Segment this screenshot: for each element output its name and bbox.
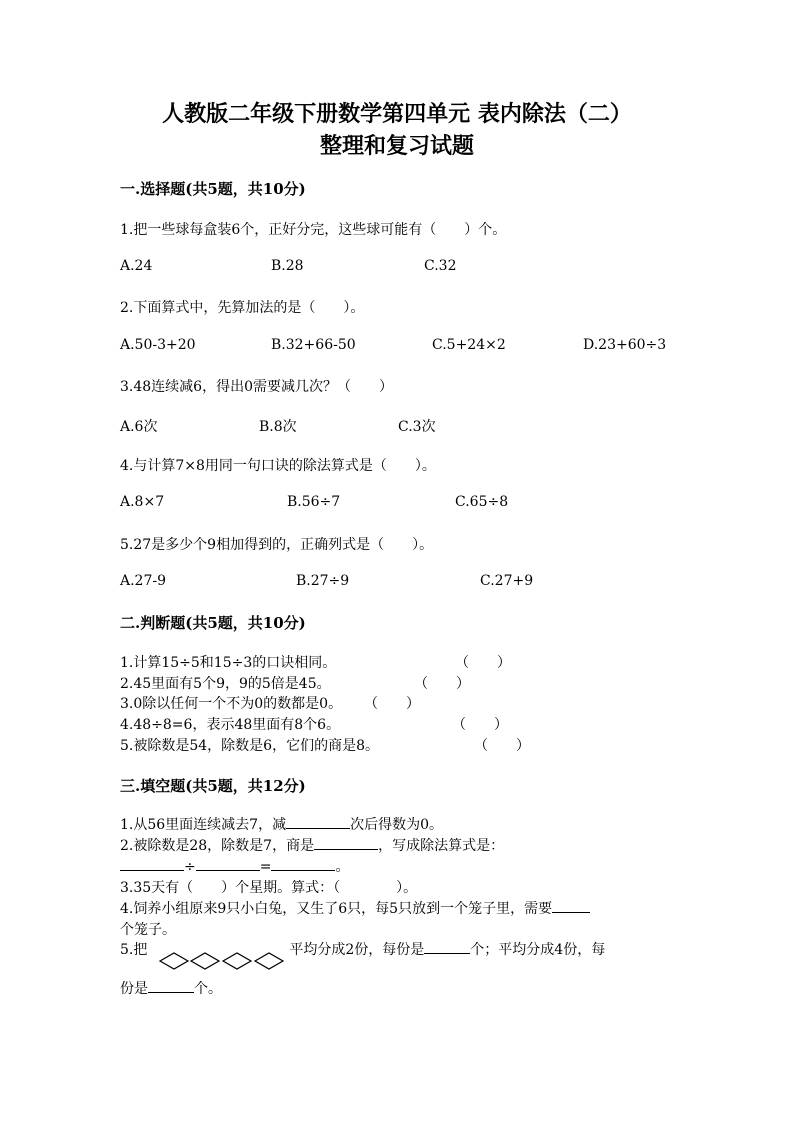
s1-q3-option-b: B.8次 [259,419,297,435]
diamond-shape-2 [191,953,219,969]
s1-q2-option-b: B.32+66-50 [271,337,356,353]
s1-q4-option-b: B.56÷7 [287,494,341,510]
s3-q2-text-b: ，写成除法算式是： [378,838,505,854]
s3-q2-text-a: 2.被除数是28，除数是7，商是 [120,838,315,854]
s1-q5-option-a: A.27-9 [120,573,167,589]
answer-blank[interactable] [286,814,350,829]
s3-question-5-line2 [120,978,222,998]
s3-q5-text-b: 平均分成2份，每份是 [289,942,425,958]
section1-heading: 一.选择题(共5题，共10分) [120,180,306,198]
answer-blank[interactable] [120,856,184,871]
s3-q2-divide-sign: ÷ [184,859,196,875]
answer-blank[interactable] [196,856,260,871]
page-subtitle: 整理和复习试题 [319,133,474,159]
s3-question-4-line2: 个笼子。 [120,922,176,938]
s2-statement-3: 3.0除以任何一个不为0的数都是0。 [120,696,343,712]
s2-statement-2: 2.45里面有5个9，9的5倍是45。 [120,676,331,692]
answer-blank[interactable] [148,978,194,993]
answer-blank[interactable] [424,939,470,954]
s3-q1-text-a: 1.从56里面连续减去7，减 [120,817,287,833]
page-title: 人教版二年级下册数学第四单元 表内除法（二） [162,101,632,127]
s3-q2-equals-sign: = [259,859,272,875]
s3-question-1 [120,814,443,834]
s1-q5-option-b: B.27÷9 [296,573,350,589]
s1-q5-option-c: C.27+9 [480,573,534,589]
s1-q1-option-b: B.28 [271,258,304,274]
s3-q5-text-c: 个；平均分成4份，每 [470,942,606,958]
s3-q5-text-a: 5.把 [120,942,148,958]
s3-q2-end: 。 [335,859,350,875]
s1-q2-option-a: A.50-3+20 [120,337,196,353]
s2-statement-5: 5.被除数是54，除数是6，它们的商是8。 [120,738,379,754]
s3-q5-text-e: 个。 [194,981,222,997]
diamond-shapes [158,950,288,972]
s1-question-2: 2.下面算式中，先算加法的是（ ）。 [120,300,365,316]
s1-question-5: 5.27是多少个9相加得到的，正确列式是（ ）。 [120,537,434,553]
s3-q1-text-b: 次后得数为0。 [350,817,444,833]
diamond-shape-4 [255,953,283,969]
section2-heading: 二.判断题(共5题，共10分) [120,614,306,632]
diamond-shape-3 [223,953,251,969]
answer-blank[interactable] [271,856,335,871]
s3-question-4 [120,898,590,918]
s1-question-1: 1.把一些球每盒装6个，正好分完，这些球可能有（ ）个。 [120,222,507,238]
s1-q1-option-c: C.32 [424,258,457,274]
s3-question-2-line2 [120,856,349,876]
s2-statement-1: 1.计算15÷5和15÷3的口诀相同。 [120,655,337,671]
s2-answer-paren-1: （ ） [455,655,511,671]
s2-statement-4: 4.48÷8=6，表示48里面有8个6。 [120,717,341,733]
s1-question-4: 4.与计算7×8用同一句口诀的除法算式是（ ）。 [120,458,436,474]
s1-q2-option-c: C.5+24×2 [432,337,506,353]
s3-question-3: 3.35天有（ ）个星期。算式：（ ）。 [120,880,418,896]
section3-heading: 三.填空题(共5题，共12分) [120,777,306,795]
s3-question-2 [120,835,504,855]
s2-answer-paren-5: （ ） [474,738,530,754]
s1-q4-option-c: C.65÷8 [455,494,509,510]
s3-q5-text-d: 份是 [120,981,148,997]
s1-q4-option-a: A.8×7 [120,494,165,510]
s1-question-3: 3.48连续减6，得出0需要减几次？（ ） [120,379,393,395]
s1-q3-option-a: A.6次 [120,419,158,435]
diamond-shape-1 [160,953,188,969]
s2-answer-paren-2: （ ） [414,676,470,692]
s1-q1-option-a: A.24 [120,258,153,274]
s1-q2-option-d: D.23+60÷3 [583,337,667,353]
s3-q4-text-a: 4.饲养小组原来9只小白兔，又生了6只，每5只放到一个笼子里，需要 [120,901,553,917]
answer-blank[interactable] [314,835,378,850]
answer-blank[interactable] [552,898,590,913]
s2-answer-paren-4: （ ） [452,717,508,733]
s2-answer-paren-3: （ ） [364,696,420,712]
s1-q3-option-c: C.3次 [398,419,436,435]
